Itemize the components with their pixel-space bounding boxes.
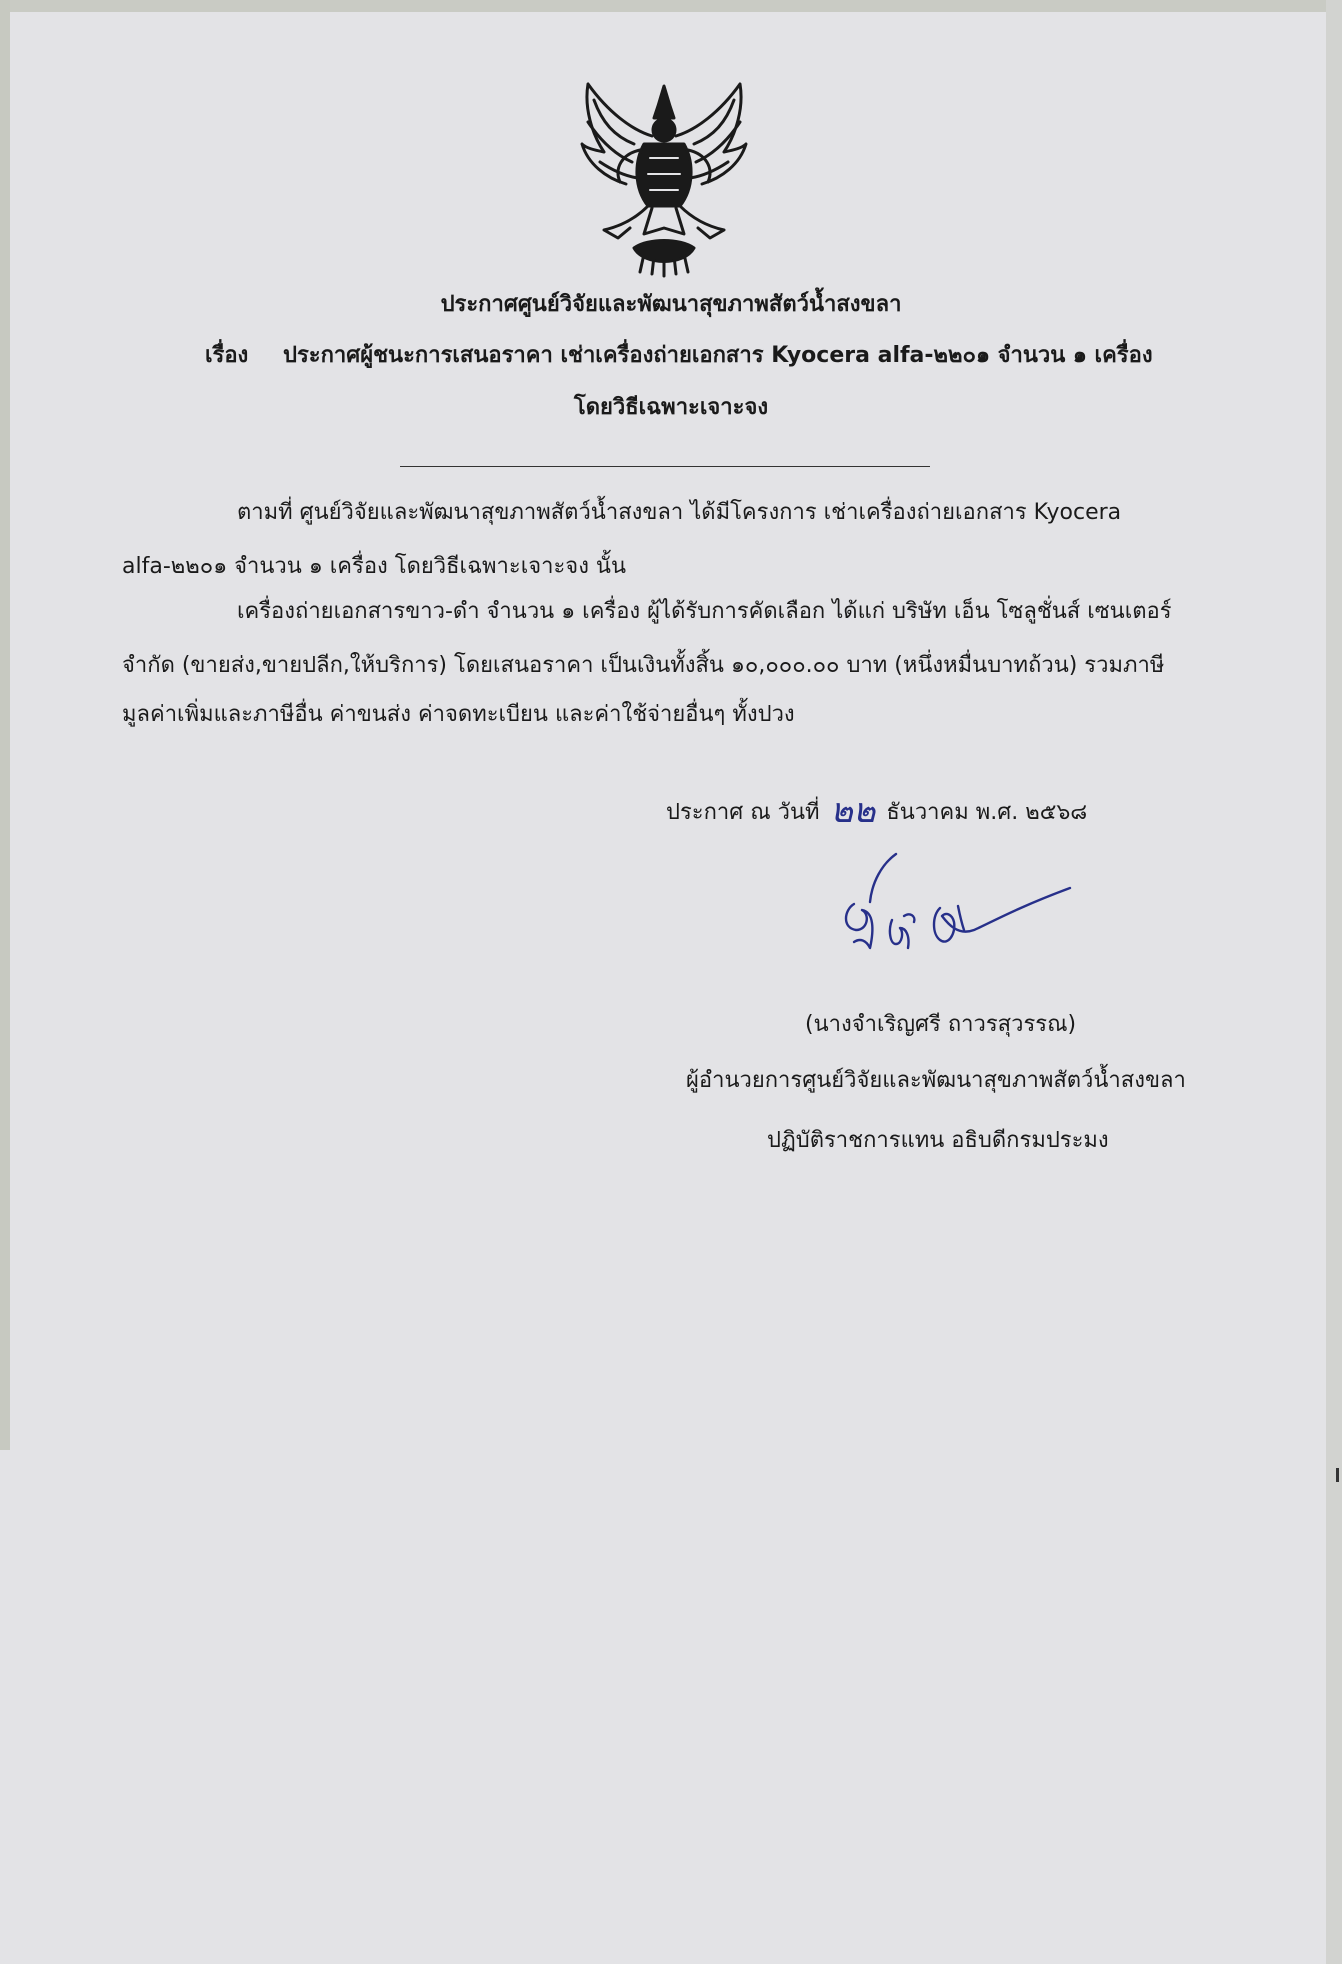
date-suffix: ธันวาคม พ.ศ. ๒๕๖๘ — [886, 800, 1088, 825]
scan-edge-mark — [1336, 1468, 1339, 1482]
paragraph-1-line-2: alfa-๒๒๐๑ จำนวน ๑ เครื่อง โดยวิธีเฉพาะเจาะจง นั้น — [122, 554, 627, 579]
subject-label: เรื่อง — [205, 343, 249, 368]
document-title: ประกาศศูนย์วิจัยและพัฒนาสุขภาพสัตว์น้ำสงขลา — [440, 292, 902, 317]
date-prefix: ประกาศ ณ วันที่ — [666, 800, 820, 825]
announcement-date — [666, 791, 1088, 831]
paragraph-2-line-2: จำกัด (ขายส่ง,ขายปลีก,ให้บริการ) โดยเสนอราคา เป็นเงินทั้งสิ้น ๑๐,๐๐๐.๐๐ บาท (หนึ่งหมื่นบาทถ้วน) รวมภาษี — [122, 653, 1165, 678]
scan-edge-left — [0, 0, 10, 1450]
title-divider — [400, 466, 930, 467]
date-day: ๒๒ — [830, 791, 876, 831]
paragraph-1-line-1: ตามที่ ศูนย์วิจัยและพัฒนาสุขภาพสัตว์น้ำสงขลา ได้มีโครงการ เช่าเครื่องถ่ายเอกสาร Kyocera — [237, 500, 1122, 525]
subject-text: ประกาศผู้ชนะการเสนอราคา เช่าเครื่องถ่ายเอกสาร Kyocera alfa-๒๒๐๑ จำนวน ๑ เครื่อง — [283, 343, 1153, 368]
paragraph-2-line-1: เครื่องถ่ายเอกสารขาว-ดำ จำนวน ๑ เครื่อง ผู้ได้รับการคัดเลือก ได้แก่ บริษัท เอ็น โซลูชั่นส์ เซนเตอร์ — [237, 599, 1172, 624]
garuda-emblem-icon — [574, 78, 754, 278]
signer-acting-for: ปฏิบัติราชการแทน อธิบดีกรมประมง — [767, 1128, 1109, 1153]
subject-method: โดยวิธีเฉพาะเจาะจง — [573, 395, 769, 420]
scan-edge-top — [0, 0, 1342, 12]
signer-position: ผู้อำนวยการศูนย์วิจัยและพัฒนาสุขภาพสัตว์น้ำสงขลา — [686, 1068, 1186, 1093]
signer-name: (นางจำเริญศรี ถาวรสุวรรณ) — [805, 1012, 1077, 1037]
signature-icon — [830, 850, 1080, 970]
paragraph-2-line-3: มูลค่าเพิ่มและภาษีอื่น ค่าขนส่ง ค่าจดทะเบียน และค่าใช้จ่ายอื่นๆ ทั้งปวง — [122, 702, 795, 727]
